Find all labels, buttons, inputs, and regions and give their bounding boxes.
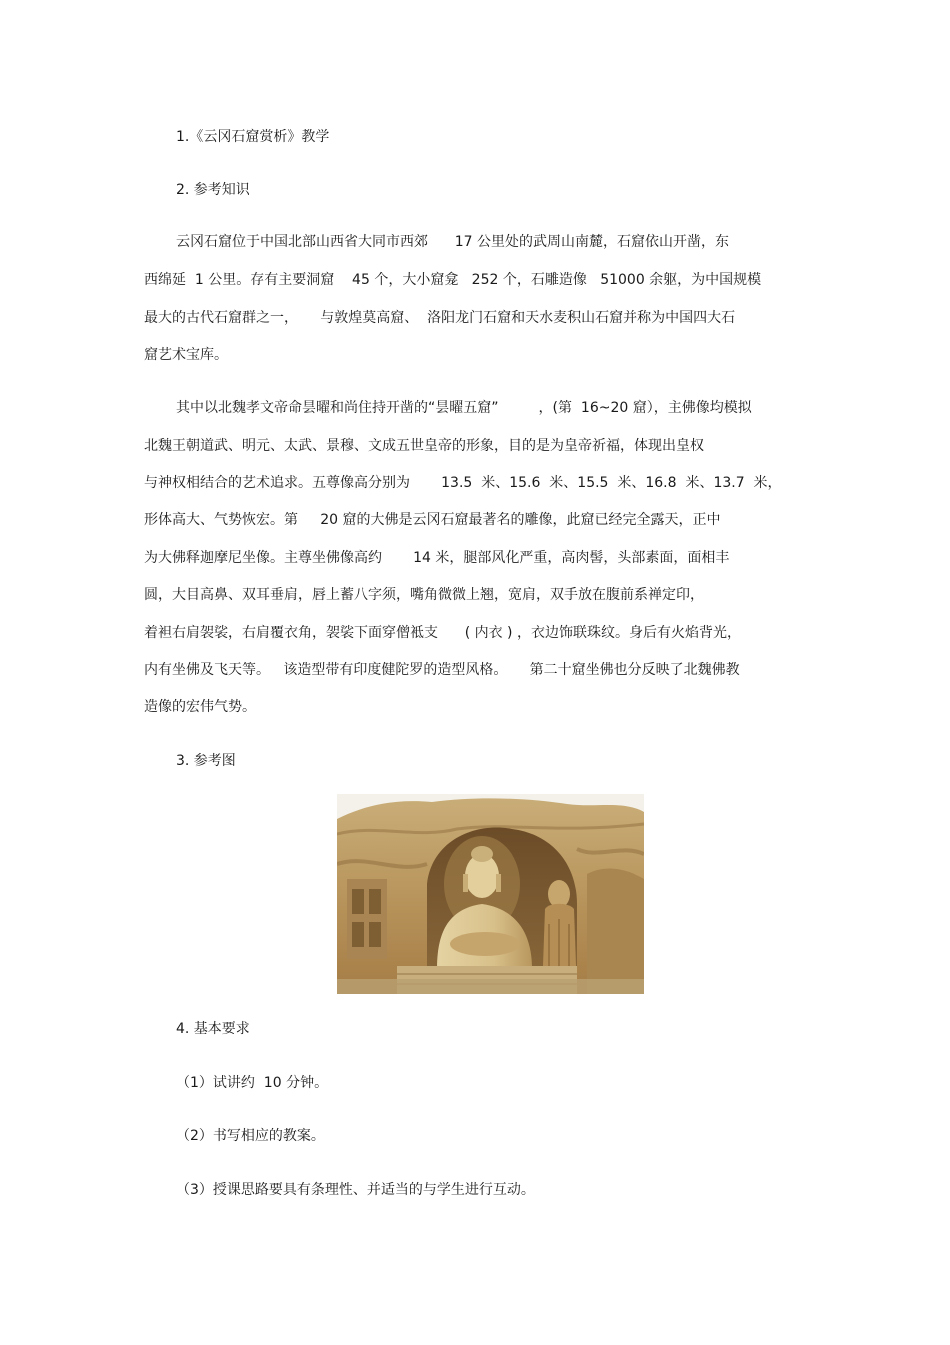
section-heading-4: 4. 基本要求 [176, 1021, 250, 1037]
para2-line-2: 北魏王朝道武、明元、太武、景穆、文成五世皇帝的形象，目的是为皇帝祈福，体现出皇权 [144, 438, 704, 454]
section-heading-3: 3. 参考图 [176, 753, 236, 769]
requirement-item-1: （1）试讲约 10 分钟。 [176, 1075, 329, 1091]
para1-line-1: 云冈石窟位于中国北部山西省大同市西郊 17 公里处的武周山南麓，石窟依山开凿，东 [176, 234, 729, 250]
yungang-buddha-photo [337, 794, 644, 994]
para2-line-3: 与神权相结合的艺术追求。五尊像高分别为 13.5 米、15.6 米、15.5 米、16.8 米、13.7 米， [144, 475, 782, 491]
para2-line-8: 内有坐佛及飞天等。 该造型带有印度健陀罗的造型风格。 第二十窟坐佛也分反映了北魏佛教 [144, 662, 740, 678]
para1-line-3: 最大的古代石窟群之一， 与敦煌莫高窟、 洛阳龙门石窟和天水麦积山石窟并称为中国四大石 [144, 310, 736, 326]
section-heading-2: 2. 参考知识 [176, 182, 250, 198]
para1-line-4: 窟艺术宝库。 [144, 347, 228, 363]
para1-line-2: 西绵延 1 公里。存有主要洞窟 45 个，大小窟龛 252 个，石雕造像 51000 余躯，为中国规模 [144, 272, 762, 288]
para2-line-5: 为大佛释迦摩尼坐像。主尊坐佛像高约 14 米，腿部风化严重，高肉髻，头部素面，面相丰 [144, 550, 730, 566]
para2-line-1: 其中以北魏孝文帝命昙曜和尚住持开凿的“昙曜五窟” ，(第 16~20 窟），主佛像均模拟 [176, 400, 752, 416]
requirement-item-2: （2）书写相应的教案。 [176, 1128, 325, 1144]
para2-line-6: 圆，大目高鼻、双耳垂肩，唇上蓄八字须，嘴角微微上翘，宽肩，双手放在腹前系禅定印， [144, 587, 704, 603]
requirement-item-3: （3）授课思路要具有条理性、并适当的与学生进行互动。 [176, 1182, 535, 1198]
para2-line-9: 造像的宏伟气势。 [144, 699, 256, 715]
section-heading-1: 1.《云冈石窟赏析》教学 [176, 129, 330, 145]
para2-line-7: 着袒右肩袈裟，右肩覆衣角，袈裟下面穿僧袛支 ( 内衣 ) ，衣边饰联珠纹。身后有火焰背光， [144, 625, 741, 641]
para2-line-4: 形体高大、气势恢宏。第 20 窟的大佛是云冈石窟最著名的雕像，此窟已经完全露天，正中 [144, 512, 721, 528]
